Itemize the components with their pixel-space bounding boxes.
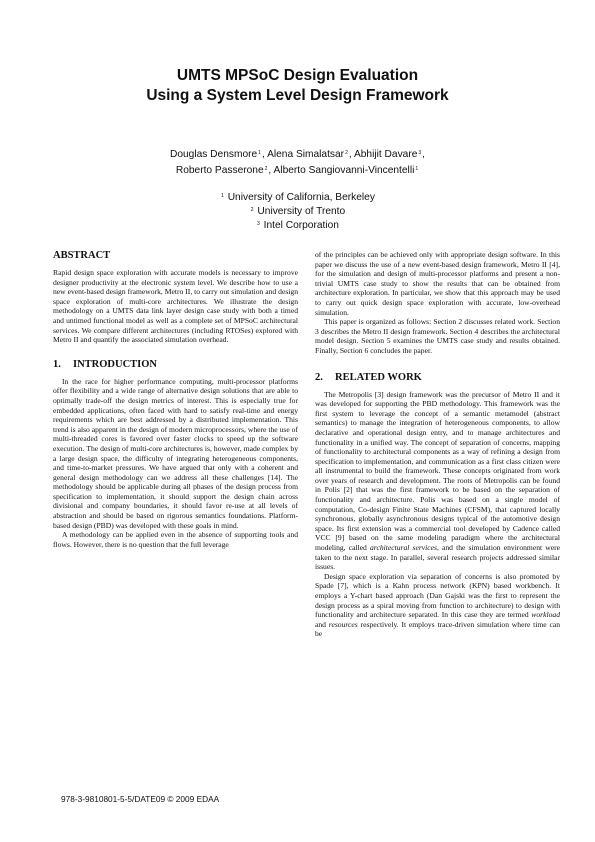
related-text: and <box>315 619 329 629</box>
affiliation <box>0 190 595 204</box>
author-affiliation-mark: 2 <box>345 150 348 156</box>
right-column <box>315 250 560 639</box>
section-number: 1. <box>53 358 61 370</box>
affiliation-name: Intel Corporation <box>263 220 339 231</box>
author-name: Alena Simalatsar <box>267 149 345 160</box>
related-text: The Metropolis [3] design framework was the precursor of Metro II and it was developed for supporting the PBD methodology. This framework was the first system to leverage the concept of a semantic metamodel (abstract semantics) to manage the integration of heterogeneous components, to allow declarative and operational design entry, and to manage architectures and functionality in a unified way. The concept of separation of concerns, mapping of functionality to architectural components as a way of refining a design from specification to implementation, and communication as a first class citizen were all instrumental to build the framework. These concepts originated from work over years of research and development. The roots of Metropolis can be found in Polis [2] that was the first framework to be based on the separation of functionality and architecture. Polis was based on a single model of computation, Co-design Finite State Machines (CFSM), that captured locally synchronous, globally asynchronous designs typical of the automotive design space. Its first extension was a commercial tool developed by Cadence called VCC [9] based on the same modeling paradigm where the architectural modeling, called <box>315 389 560 553</box>
related-text: , and the simulation environment were taken to the next stage. In parallel, several research projects addressed similar issues. <box>315 543 560 572</box>
affiliation-mark: 2 <box>250 207 254 213</box>
author-name: Abhijit Davare <box>353 149 418 160</box>
affiliation <box>0 218 595 232</box>
title-line-2: Using a System Level Design Framework <box>146 87 449 104</box>
intro-paragraph-1: In the race for higher performance computing, multi-processor platforms offer flexibility and a wide range of alternative design solutions that are able to optimally trade-off the design metrics of interest. This is especially true for embedded applications, often faced with hard to satisfy real-time and energy requirements which are best addressed by a distributed implementation. This trend is also apparent in the design of modern microprocessors, where the use of multi-threaded cores is favored over faster clocks to speed up the software execution. The design of multi-core architectures is, however, made complex by a large design space, the difficulty of integrating heterogeneous components, and time-to-market pressures. We have argued that only with a coherent and general design methodology can we address all these challenges [14]. The methodology should be applicable during all phases of the design process from specification to implementation, it should support the design chain across divisional and company boundaries, it should favor re-use at all levels of abstraction and should be based on rigorous semantics foundations. Platform-based design (PBD) was developed with these goals in mind. <box>53 376 298 530</box>
section-heading-related-work <box>315 372 560 384</box>
copyright-footer: 978-3-9810801-5-5/DATE09 © 2009 EDAA <box>61 794 220 804</box>
intro-paragraph-4: This paper is organized as follows: Section 2 discusses related work. Section 3 describes the Metro II design framework. Section 4 describes the architectural model design. Section 5 examines the UMTS case study and results obtained. Finally, Section 6 concludes the paper. <box>315 317 560 355</box>
author-line-1: Douglas Densmore$^1$, Alena Simalatsar$^2$, Abhijit Davare$^3$, <box>169 149 426 160</box>
section-heading-introduction <box>53 359 298 371</box>
related-paragraph-2 <box>315 572 560 639</box>
author-affiliation-mark: 2 <box>264 166 268 172</box>
affiliation <box>0 204 595 218</box>
intro-paragraph-3: of the principles can be achieved only with appropriate design software. In this paper we discuss the use of a new event-based design framework, Metro II [4], for the simulation and design of multi-processor platforms and present a non-trivial UMTS case study to show the results that can be obtained from architecture exploration. In particular, we show that this approach may be used to carry out quick design space exploration with accurate, low-overhead simulation. <box>315 250 560 317</box>
affiliation-list <box>0 190 595 232</box>
title-line-1: UMTS MPSoC Design Evaluation <box>176 67 419 84</box>
author-line-2: Roberto Passerone$^2$, Alberto Sangiovanni-Vincentelli$^1$ <box>175 165 419 176</box>
related-text: respectively. It employs trace-driven simulation where time can be <box>315 619 560 639</box>
paper-title <box>0 66 595 106</box>
affiliation-mark: 1 <box>221 193 224 199</box>
left-column <box>53 250 298 549</box>
author-name: Douglas Densmore <box>169 149 258 160</box>
related-emphasis: workload <box>531 610 560 620</box>
affiliation-name: University of Trento <box>257 206 346 217</box>
author-affiliation-mark: 1 <box>258 150 261 156</box>
author-name: Roberto Passerone <box>175 165 264 176</box>
author-affiliation-mark: 3 <box>418 150 422 156</box>
intro-paragraph-2: A methodology can be applied even in the absence of supporting tools and flows. However, there is no question that the full leverage <box>53 530 298 549</box>
abstract-heading: ABSTRACT <box>53 250 111 261</box>
author-list <box>0 146 595 178</box>
related-emphasis: resources <box>328 619 358 629</box>
affiliation-name: University of California, Berkeley <box>227 192 375 203</box>
related-emphasis: architectural services <box>370 543 437 553</box>
section-title: INTRODUCTION <box>73 358 158 370</box>
section-title: RELATED WORK <box>335 371 422 383</box>
related-text: Design space exploration via separation of concerns is also promoted by Spade [7], which is a Kahn process network (KPN) based workbench. It employs a Y-chart based approach (Dan Gajski was the first to represent the design process as a spiral moving from function to architecture) to design with functionality and architecture separated. In this case they are termed <box>315 571 560 620</box>
section-number: 2. <box>315 371 323 383</box>
affiliation-mark: 3 <box>257 221 260 227</box>
author-affiliation-mark: 1 <box>415 166 419 172</box>
author-name: Alberto Sangiovanni-Vincentelli <box>273 165 415 176</box>
abstract-text: Rapid design space exploration with accurate models is necessary to improve designer productivity at the electronic system level. We describe how to use a new event-based design framework, Metro II, to carry out simulation and design space exploration of multi-core architectures. We illustrate the design methodology on a UMTS data link layer design case study with both a timed and untimed functional model as well as a complete set of MPSoC architectural services. We compare different architectures (including RTOSes) explored with Metro II and quantify the associated simulation overhead. <box>53 268 298 345</box>
related-paragraph-1 <box>315 390 560 572</box>
